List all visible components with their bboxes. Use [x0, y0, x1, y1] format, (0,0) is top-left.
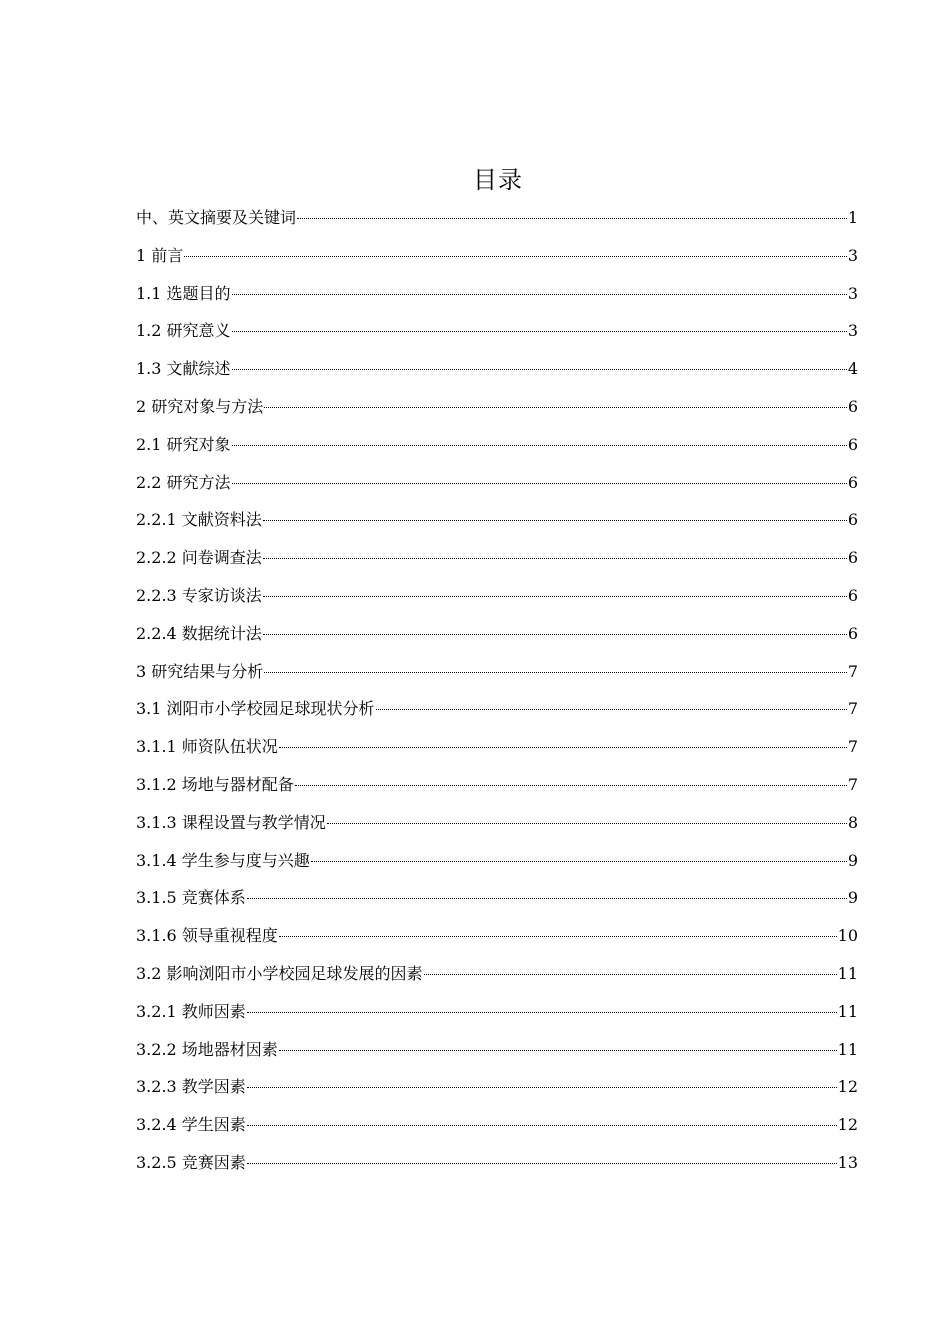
toc-entry[interactable] — [136, 237, 858, 275]
toc-entry[interactable] — [136, 1031, 858, 1069]
toc-entry-page-number: 12 — [837, 1115, 858, 1135]
toc-entry[interactable] — [136, 653, 858, 691]
toc-dot-leader — [263, 518, 847, 521]
toc-entry[interactable] — [136, 728, 858, 766]
table-of-contents — [136, 199, 858, 1182]
toc-entry-label: 3.2 影响浏阳市小学校园足球发展的因素 — [136, 963, 423, 983]
toc-title: 目录 — [473, 166, 523, 195]
toc-entry-label: 3.2.1 教师因素 — [136, 1001, 246, 1021]
toc-dot-leader — [297, 216, 847, 219]
toc-entry-label: 3.1.1 师资队伍状况 — [136, 737, 278, 757]
toc-dot-leader — [232, 443, 847, 446]
toc-entry-label: 3.1.5 竞赛体系 — [136, 888, 246, 908]
toc-entry-label: 1 前言 — [136, 245, 184, 265]
toc-dot-leader — [264, 405, 847, 408]
toc-dot-leader — [232, 329, 847, 332]
toc-entry-page-number: 4 — [847, 359, 858, 379]
toc-dot-leader — [264, 670, 847, 673]
toc-entry[interactable] — [136, 993, 858, 1031]
toc-entry-page-number: 3 — [847, 283, 858, 303]
toc-entry-label: 2.2.1 文献资料法 — [136, 510, 262, 530]
toc-entry-label: 3.1.3 课程设置与教学情况 — [136, 812, 326, 832]
toc-entry[interactable] — [136, 1144, 858, 1182]
toc-entry-page-number: 9 — [847, 850, 858, 870]
toc-dot-leader — [263, 594, 847, 597]
toc-entry-page-number: 3 — [847, 321, 858, 341]
toc-dot-leader — [232, 292, 847, 295]
toc-entry-page-number: 10 — [837, 926, 858, 946]
toc-entry-label: 3.1.4 学生参与度与兴趣 — [136, 850, 310, 870]
toc-entry-label: 2.1 研究对象 — [136, 434, 231, 454]
toc-entry-page-number: 12 — [837, 1077, 858, 1097]
toc-entry-label: 2 研究对象与方法 — [136, 396, 264, 416]
toc-entry[interactable] — [136, 199, 858, 237]
toc-entry[interactable] — [136, 615, 858, 653]
toc-dot-leader — [247, 896, 847, 899]
toc-entry-label: 3.1.6 领导重视程度 — [136, 926, 278, 946]
toc-entry-page-number: 11 — [837, 1039, 858, 1059]
toc-entry-label: 2.2.3 专家访谈法 — [136, 585, 262, 605]
toc-dot-leader — [184, 254, 847, 257]
toc-entry[interactable] — [136, 1068, 858, 1106]
toc-entry-label: 3.2.2 场地器材因素 — [136, 1039, 278, 1059]
toc-entry-page-number: 6 — [847, 623, 858, 643]
toc-entry-page-number: 7 — [847, 699, 858, 719]
toc-entry[interactable] — [136, 350, 858, 388]
toc-dot-leader — [295, 783, 847, 786]
toc-entry-page-number: 9 — [847, 888, 858, 908]
toc-entry-label: 3.2.4 学生因素 — [136, 1115, 246, 1135]
toc-entry-page-number: 13 — [837, 1152, 858, 1172]
toc-entry-label: 3.2.5 竞赛因素 — [136, 1152, 246, 1172]
toc-dot-leader — [232, 481, 847, 484]
toc-entry[interactable] — [136, 804, 858, 842]
toc-entry-page-number: 6 — [847, 396, 858, 416]
toc-entry[interactable] — [136, 842, 858, 880]
toc-dot-leader — [247, 1123, 837, 1126]
toc-dot-leader — [376, 707, 847, 710]
toc-entry-page-number: 1 — [847, 208, 858, 227]
toc-entry-label: 1.3 文献综述 — [136, 359, 231, 379]
toc-entry-label: 3.1.2 场地与器材配备 — [136, 774, 294, 794]
toc-entry-page-number: 6 — [847, 472, 858, 492]
toc-entry[interactable] — [136, 955, 858, 993]
toc-dot-leader — [311, 859, 847, 862]
toc-entry[interactable] — [136, 388, 858, 426]
toc-dot-leader — [424, 972, 837, 975]
toc-dot-leader — [279, 745, 847, 748]
toc-entry-label: 2.2.4 数据统计法 — [136, 623, 262, 643]
toc-entry[interactable] — [136, 464, 858, 502]
toc-entry[interactable] — [136, 917, 858, 955]
toc-dot-leader — [279, 1048, 837, 1051]
toc-entry-label: 中、英文摘要及关键词 — [136, 208, 297, 227]
toc-entry-page-number: 11 — [837, 963, 858, 983]
toc-entry-page-number: 7 — [847, 661, 858, 681]
toc-dot-leader — [247, 1161, 837, 1164]
toc-entry-page-number: 6 — [847, 548, 858, 568]
toc-dot-leader — [247, 1010, 837, 1013]
toc-entry[interactable] — [136, 577, 858, 615]
toc-dot-leader — [247, 1085, 837, 1088]
toc-entry[interactable] — [136, 275, 858, 313]
toc-entry-page-number: 8 — [847, 812, 858, 832]
toc-entry[interactable] — [136, 879, 858, 917]
toc-entry-page-number: 11 — [837, 1001, 858, 1021]
toc-entry-label: 1.2 研究意义 — [136, 321, 231, 341]
toc-dot-leader — [327, 821, 847, 824]
toc-entry-label: 2.2.2 问卷调查法 — [136, 548, 262, 568]
toc-entry-page-number: 7 — [847, 774, 858, 794]
toc-dot-leader — [263, 556, 847, 559]
toc-entry[interactable] — [136, 1106, 858, 1144]
toc-entry-page-number: 6 — [847, 434, 858, 454]
toc-entry-page-number: 3 — [847, 245, 858, 265]
toc-entry-label: 1.1 选题目的 — [136, 283, 231, 303]
toc-dot-leader — [279, 934, 837, 937]
toc-entry-page-number: 6 — [847, 585, 858, 605]
toc-dot-leader — [263, 632, 847, 635]
toc-dot-leader — [232, 367, 847, 370]
toc-entry[interactable] — [136, 312, 858, 350]
toc-entry[interactable] — [136, 690, 858, 728]
toc-entry-page-number: 6 — [847, 510, 858, 530]
toc-entry[interactable] — [136, 426, 858, 464]
toc-entry-label: 3 研究结果与分析 — [136, 661, 264, 681]
toc-entry[interactable] — [136, 501, 858, 539]
toc-entry-label: 2.2 研究方法 — [136, 472, 231, 492]
toc-entry[interactable] — [136, 539, 858, 577]
toc-entry-page-number: 7 — [847, 737, 858, 757]
toc-entry[interactable] — [136, 766, 858, 804]
toc-entry-label: 3.2.3 教学因素 — [136, 1077, 246, 1097]
toc-entry-label: 3.1 浏阳市小学校园足球现状分析 — [136, 699, 375, 719]
